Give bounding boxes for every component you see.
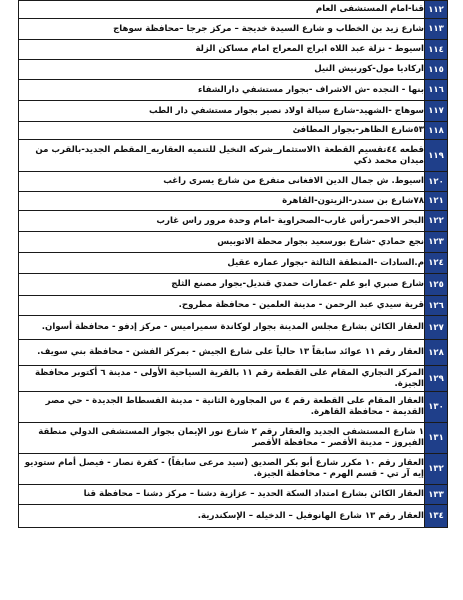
row-number: ١١٦ xyxy=(425,80,448,101)
row-number: ١٢٤ xyxy=(425,253,448,274)
address-text: المركز التجاري المقام على القطعة رقم ١١ بالقرية السياحية الأولى - مدينة ٦ أكتوبر محافظة الجيزة. xyxy=(19,366,425,392)
table-row xyxy=(19,80,448,101)
table-row xyxy=(19,340,448,366)
row-number: ١١٧ xyxy=(425,101,448,122)
table-row xyxy=(19,192,448,211)
table-row xyxy=(19,505,448,528)
row-number: ١٣٣ xyxy=(425,485,448,505)
address-text: العقار رقم ١١ عوائد سابقاً ١٣ حالياً على شارع الجيش - بمركز الفشن - محافظة بني سويف. xyxy=(19,340,425,366)
address-text: ٥٣شارع الظاهر-بجوار المطافئ xyxy=(19,122,425,140)
address-text: ١ شارع المستشفى الجديد والعقار رقم ٢ شارع نور الإيمان بجوار المستشفى الدولي منطقة الفيروز – مدينة الأقصر – محافظة الأقصر xyxy=(19,423,425,454)
row-number: ١٢٨ xyxy=(425,340,448,366)
address-text: قنا-امام المستشفى العام xyxy=(19,1,425,19)
table-row xyxy=(19,19,448,40)
address-text: شارع زيد بن الخطاب و شارع السيدة خديجة – مركز جرجا –محافظة سوهاج xyxy=(19,19,425,40)
address-text: العقار المقام على القطعة رقم ٤ س المجاورة الثانية - مدينة الفسطاط الجديدة - حي مصر القديمة - محافظة القاهرة. xyxy=(19,392,425,423)
row-number: ١٢٦ xyxy=(425,296,448,316)
address-text: العقار رقم ١٠ مكرر شارع أبو بكر الصديق (سيد مرعى سابقاً) - كفرة نصار - فيصل أمام ستوديو إيه آر تي - قسم الهرم - محافظة الجيزة. xyxy=(19,454,425,485)
row-number: ١١٤ xyxy=(425,40,448,60)
table-row xyxy=(19,454,448,485)
row-number: ١٣٠ xyxy=(425,392,448,423)
row-number: ١٢٣ xyxy=(425,232,448,253)
addresses-table xyxy=(18,0,448,528)
row-number: ١٢٠ xyxy=(425,172,448,192)
row-number: ١١٩ xyxy=(425,140,448,172)
row-number: ١٣٢ xyxy=(425,454,448,485)
table-row xyxy=(19,423,448,454)
row-number: ١٣١ xyxy=(425,423,448,454)
row-number: ١١٢ xyxy=(425,1,448,19)
table-row xyxy=(19,40,448,60)
address-text: قرية سيدي عبد الرحمن - مدينة العلمين - محافظة مطروح. xyxy=(19,296,425,316)
table-row xyxy=(19,101,448,122)
row-number: ١٢٩ xyxy=(425,366,448,392)
table-row xyxy=(19,60,448,80)
row-number: ١٢٢ xyxy=(425,211,448,232)
address-text: البحر الاحمر-رأس غارب-الصحراوية -امام وحدة مرور راس غارب xyxy=(19,211,425,232)
address-text: سوهاج -الشهيد-شارع سيالة اولاد نصير بجوار مستشفي دار الطب xyxy=(19,101,425,122)
table-row xyxy=(19,1,448,19)
address-text: م.السادات -المنطقة الثالثة -بجوار عماره عقيل xyxy=(19,253,425,274)
table-row xyxy=(19,274,448,296)
row-number: ١٢٧ xyxy=(425,316,448,340)
table-row xyxy=(19,232,448,253)
table-row xyxy=(19,253,448,274)
row-number: ١١٨ xyxy=(425,122,448,140)
address-text: العقار الكائن بشارع مجلس المدينة بجوار لوكاندة سميراميس - مركز إدفو - محافظة أسوان. xyxy=(19,316,425,340)
address-text: ٧٨شارع بن سندر-الزيتون-القاهرة xyxy=(19,192,425,211)
table-row xyxy=(19,172,448,192)
row-number: ١٢١ xyxy=(425,192,448,211)
table-row xyxy=(19,211,448,232)
row-number: ١٢٥ xyxy=(425,274,448,296)
row-number: ١١٣ xyxy=(425,19,448,40)
address-text: اركاديا مول-كورنيش النيل xyxy=(19,60,425,80)
address-text: العقار الكائن بشارع امتداد السكة الحديد – عزازية دشنا – مركز دشنا – محافظة قنا xyxy=(19,485,425,505)
table-row xyxy=(19,296,448,316)
row-number: ١٣٤ xyxy=(425,505,448,528)
table-row xyxy=(19,366,448,392)
address-text: شارع صبري ابو علم -عمارات حمدي قنديل-بجوار مصنع الثلج xyxy=(19,274,425,296)
address-text: قطعه ٤٤تقسيم القطعة ١الاستثمار_شركه النخيل للتنميه العقاريه_المقطم الجديد-بالقرب من ميدان محمد ذكي xyxy=(19,140,425,172)
table-row xyxy=(19,392,448,423)
addresses-page xyxy=(18,0,448,528)
table-row xyxy=(19,140,448,172)
table-row xyxy=(19,122,448,140)
address-text: بنها - النجده -ش الاشراف -بجوار مستشفي دارالشفاء xyxy=(19,80,425,101)
table-row xyxy=(19,316,448,340)
address-text: اسيوط. ش جمال الدين الافغانى متفرع من شارع يسرى راغب xyxy=(19,172,425,192)
address-text: نجع حمادي -شارع بورسعيد بجوار محطة الاتوبيس xyxy=(19,232,425,253)
address-text: العقار رقم ١٣ شارع الهانوفيل – الدخيله – الإسكندرية. xyxy=(19,505,425,528)
row-number: ١١٥ xyxy=(425,60,448,80)
address-text: اسيوط - نزلة عبد اللاه ابراج المعراج امام مساكن الزلة xyxy=(19,40,425,60)
table-row xyxy=(19,485,448,505)
